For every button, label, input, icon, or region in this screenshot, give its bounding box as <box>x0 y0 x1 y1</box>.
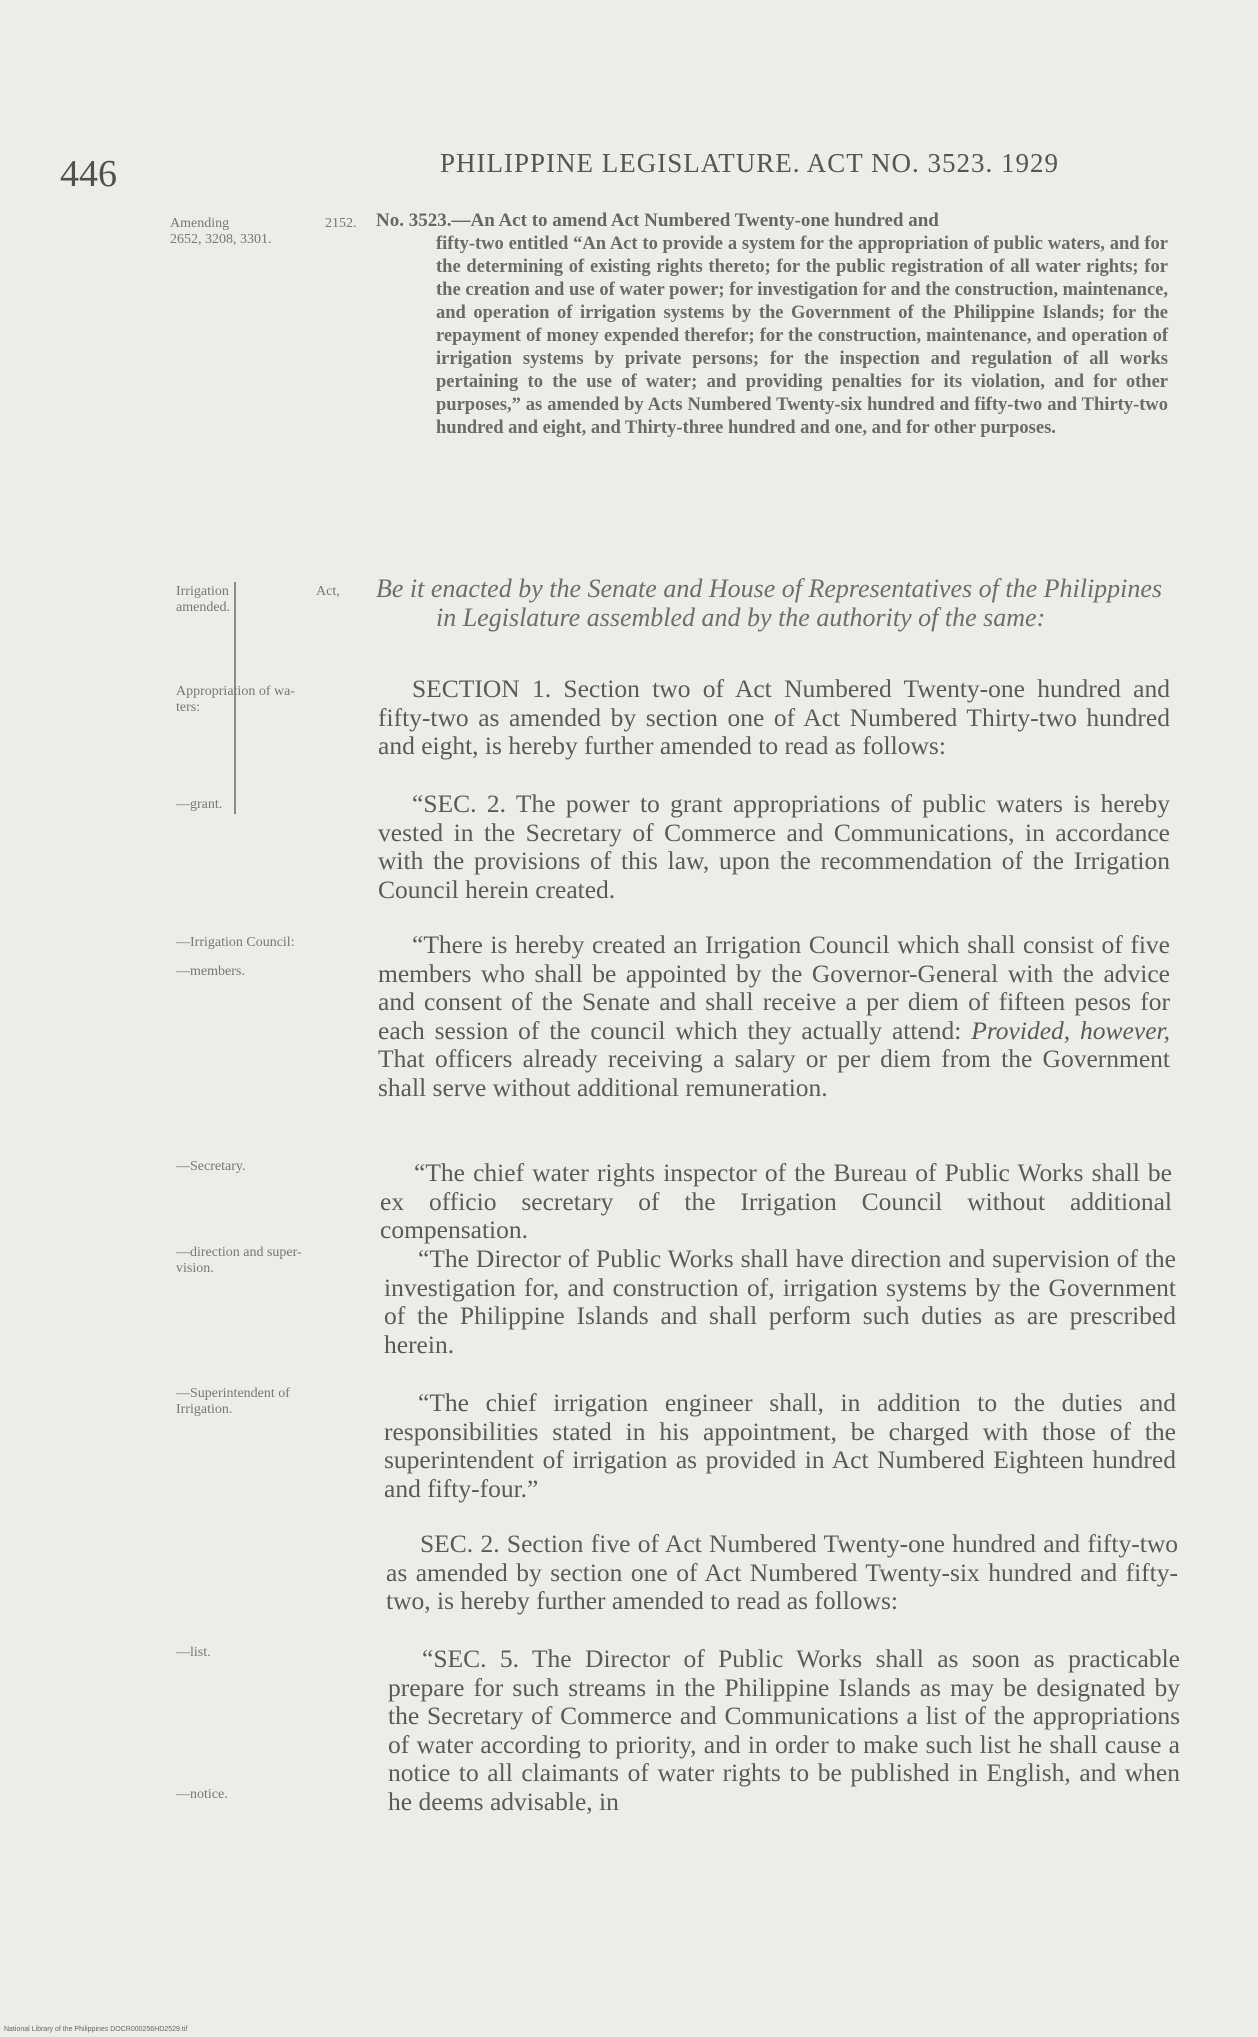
act-title: fifty-two entitled “An Act to provide a system for the appropriation of public waters, and for the determining of existing rights thereto; for the public registration of all water rights; for the creation and use of water power; for investigation for and the construction, maintenance, and operation of irrigation systems by the Government of the Philippine Islands; for the repayment of money expended therefor; for the construction, maintenance, and operation of irrigation systems by private persons; for the inspection and regulation of all works pertaining to the use of water; and providing penalties for its violation, and for other purposes,” as amended by Acts Numbered Twenty-six hundred and fifty-two and Thirty-two hundred and eight, and Thirty-three hundred and one, and for other purposes. <box>436 234 1168 438</box>
margin-note-irrigation-act: Irrigation amended. <box>176 584 231 615</box>
direction-paragraph: “The Director of Public Works shall have direction and supervision of the investigation for, and construction of, irrigation systems by the Government of the Philippine Islands and shall perform such duties as are prescribed herein. <box>384 1244 1176 1359</box>
margin-note-amending: Amending 2652, 3208, 3301. <box>170 216 272 247</box>
section-2-paragraph: SEC. 2. Section five of Act Numbered Twenty-one hundred and fifty-two as amended by section one of Act Numbered Twenty-six hundred and fifty-two, is hereby further amended to read as follows: <box>386 1529 1178 1615</box>
secretary-paragraph: “The chief water rights inspector of the Bureau of Public Works shall be ex officio secretary of the Irrigation Council without additional compensation. <box>380 1158 1172 1244</box>
irrigation-council-text: “There is hereby created an Irrigation Council which shall consist of five members who shall be appointed by the Governor-General with the advice and consent of the Senate and shall receive a per diem of fifteen pesos for each session of the council which they actually attend: <box>378 930 1170 1045</box>
margin-note-grant: —grant. <box>176 797 223 812</box>
margin-note-direction: —direction and super- vision. <box>176 1245 302 1276</box>
margin-note-superintendent: —Superintendent of Irrigation. <box>176 1386 290 1417</box>
margin-note-amending-ref: 2152. <box>325 216 357 231</box>
sec-5-paragraph: “SEC. 5. The Director of Public Works shall as soon as practicable prepare for such streams in the Philippine Islands as may be designated by the Secretary of Commerce and Communications a list of the appropriations of water according to priority, and in order to make such list he shall cause a notice to all claimants of water rights to be published in English, and when he deems advisable, in <box>388 1644 1180 1816</box>
margin-note-act-label: Act, <box>316 584 340 599</box>
running-head: PHILIPPINE LEGISLATURE. ACT NO. 3523. 1929 <box>440 148 1060 178</box>
scan-footer: National Library of the Philippines DOCR000256HD2529.tif <box>4 2026 188 2033</box>
margin-note-irrigation-council: —Irrigation Council: <box>176 935 295 950</box>
irrigation-council-paragraph <box>378 931 1170 1102</box>
margin-note-appropriation: Appropriation of wa- ters: <box>176 684 295 715</box>
act-title-first-line: No. 3523.—An Act to amend Act Numbered Twenty-one hundred and <box>376 210 939 231</box>
enacting-clause: Be it enacted by the Senate and House of Representatives of the Philippines in Legislature assembled and by the authority of the same: <box>376 574 1163 632</box>
margin-note-secretary: —Secretary. <box>176 1159 246 1174</box>
margin-note-list: —list. <box>176 1645 211 1660</box>
page-number: 446 <box>60 153 117 195</box>
margin-note-members: —members. <box>176 964 245 979</box>
superintendent-paragraph: “The chief irrigation engineer shall, in addition to the duties and responsibilities stated in his appointment, be charged with those of the superintendent of irrigation as provided in Act Numbered Eighteen hundred and fifty-four.” <box>384 1388 1176 1503</box>
proviso-italic: Provided, however, <box>971 1015 1170 1045</box>
margin-note-notice: —notice. <box>176 1787 228 1802</box>
sec-2-grant-paragraph: “SEC. 2. The power to grant appropriations of public waters is hereby vested in the Secretary of Commerce and Communications, in accordance with the provisions of this law, upon the recommendation of the Irrigation Council herein created. <box>378 789 1170 904</box>
irrigation-council-text-end: That officers already receiving a salary or per diem from the Government shall serve without additional remuneration. <box>378 1044 1170 1102</box>
section-1-paragraph: SECTION 1. Section two of Act Numbered Twenty-one hundred and fifty-two as amended by section one of Act Numbered Thirty-two hundred and eight, is hereby further amended to read as follows: <box>378 674 1170 760</box>
